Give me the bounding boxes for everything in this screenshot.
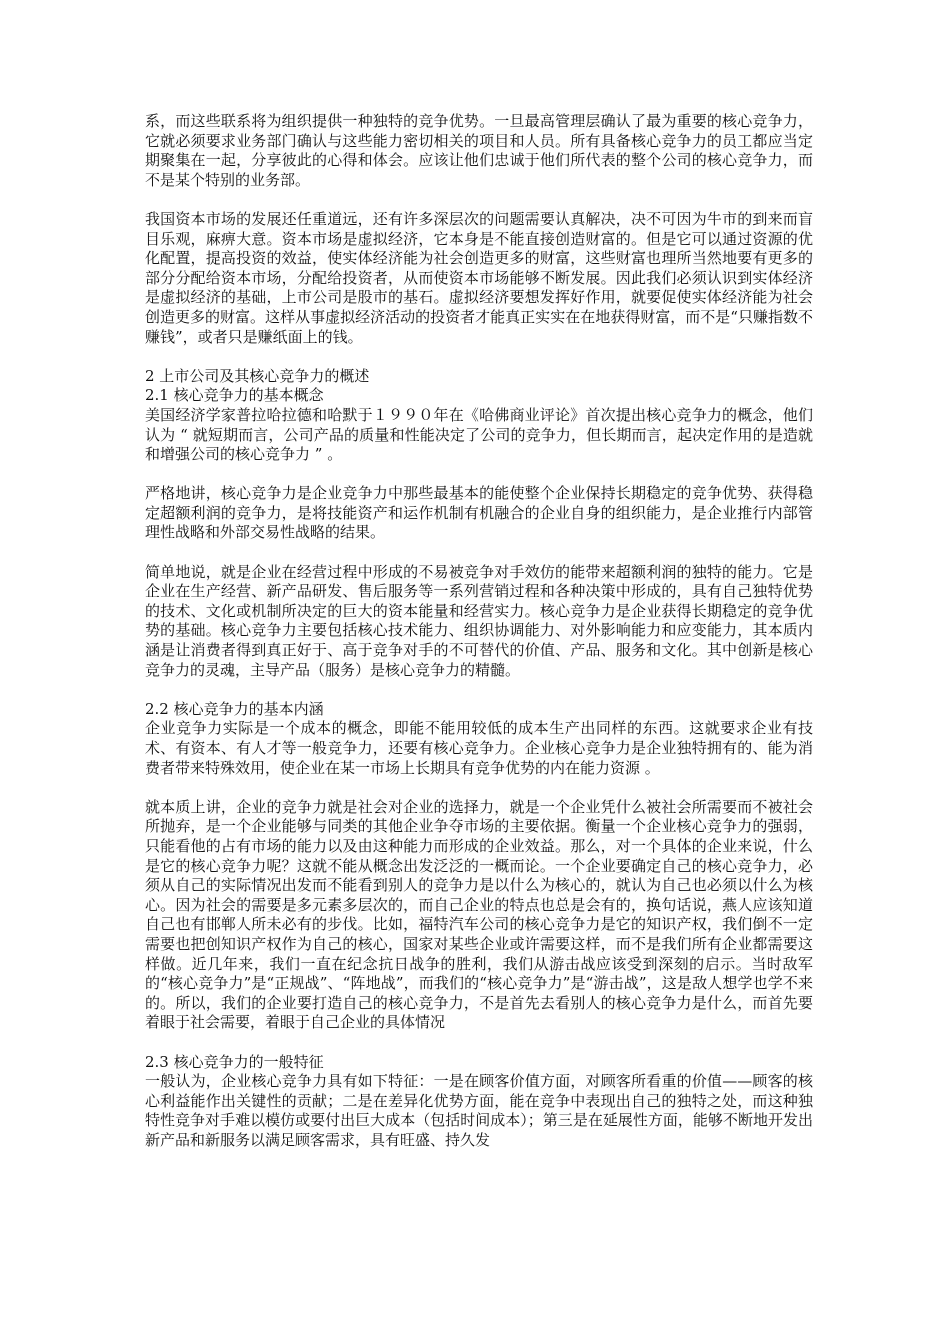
paragraph-3: 美国经济学家普拉哈拉德和哈默于１９９０年在《哈佛商业评论》首次提出核心竞争力的概念，他们认为 “ 就短期而言，公司产品的质量和性能决定了公司的竞争力，但长期而言，起决定作用的是造就和增强公司的核心竞争力 ” 。 [145, 405, 813, 464]
paragraph-6: 企业竞争力实际是一个成本的概念，即能不能用较低的成本生产出同样的东西。这就要求企业有技术、有资本、有人才等一般竞争力，还要有核心竞争力。企业核心竞争力是企业独特拥有的、能为消费者带来特殊效用，使企业在某一市场上长期具有竞争优势的内在能力资源 。 [145, 719, 813, 777]
paragraph-4: 严格地讲，核心竞争力是企业竞争力中那些最基本的能使整个企业保持长期稳定的竞争优势、获得稳定超额利润的竞争力，是将技能资产和运作机制有机融合的企业自身的组织能力，是企业推行内部管理性战略和外部交易性战略的结果。 [145, 484, 813, 542]
paragraph-5: 简单地说，就是企业在经营过程中形成的不易被竞争对手效仿的能带来超额利润的独特的能力。它是企业在生产经营、新产品研发、售后服务等一系列营销过程和各种决策中形成的，具有自己独特优势的技术、文化或机制所决定的巨大的资本能量和经营实力。核心竞争力是企业获得长期稳定的竞争优势的基础。核心竞争力主要包括核心技术能力、组织协调能力、对外影响能力和应变能力，其本质内涵是让消费者得到真正好于、高于竞争对手的不可替代的价值、产品、服务和文化。其中创新是核心竞争力的灵魂，主导产品（服务）是核心竞争力的精髓。 [145, 562, 813, 679]
subsection-heading-2-2: 2.2 核心竞争力的基本内涵 [145, 699, 324, 718]
subsection-heading-2-3: 2.3 核心竞争力的一般特征 [145, 1052, 324, 1071]
paragraph-7: 就本质上讲，企业的竞争力就是社会对企业的选择力，就是一个企业凭什么被社会所需要而不被社会所抛弃，是一个企业能够与同类的其他企业争夺市场的主要依据。衡量一个企业核心竞争力的强弱，只能看他的占有市场的能力以及由这种能力而形成的企业效益。那么，对一个具体的企业来说，什么是它的核心竞争力呢？这就不能从概念出发泛泛的一概而论。一个企业要确定自己的核心竞争力，必须从自己的实际情况出发而不能看到别人的竞争力是以什么为核心的，就认为自己也必须以什么为核心。因为社会的需要是多元素多层次的，而自己企业的特点也总是会有的，换句话说，燕人应该知道自己也有邯郸人所未必有的步伐。比如，福特汽车公司的核心竞争力是它的知识产权，我们倒不一定需要也把创知识产权作为自己的核心，国家对某些企业或许需要这样，而不是我们所有企业都需要这样做。近几年来，我们一直在纪念抗日战争的胜利，我们从游击战应该受到深刻的启示。当时敌军的“核心竞争力”是“正规战”、“阵地战”，而我们的“核心竞争力”是“游击战”，这是敌人想学也学不来的。所以，我们的企业要打造自己的核心竞争力，不是首先去看别人的核心竞争力是什么，而首先要着眼于社会需要，着眼于自己企业的具体情况 [145, 797, 813, 1032]
paragraph-8: 一般认为，企业核心竞争力具有如下特征：一是在顾客价值方面，对顾客所看重的价值——顾客的核心利益能作出关键性的贡献；二是在差异化优势方面，能在竞争中表现出自己的独特之处，而这种独特性竞争对手难以模仿或要付出巨大成本（包括时间成本）；第三是在延展性方面，能够不断地开发出新产品和新服务以满足顾客需求，具有旺盛、持久发 [145, 1072, 813, 1149]
paragraph-2: 我国资本市场的发展还任重道远，还有许多深层次的问题需要认真解决，决不可因为牛市的到来而盲目乐观，麻痹大意。资本市场是虚拟经济，它本身是不能直接创造财富的。但是它可以通过资源的优化配置，提高投资的效益，使实体经济能为社会创造更多的财富，这些财富也理所当然地要有更多的部分分配给资本市场，分配给投资者，从而使资本市场能够不断发展。因此我们必须认识到实体经济是虚拟经济的基础，上市公司是股市的基石。虚拟经济要想发挥好作用，就要促使实体经济能为社会创造更多的财富。这样从事虚拟经济活动的投资者才能真正实实在在地获得财富，而不是“只赚指数不赚钱”，或者只是赚纸面上的钱。 [145, 209, 813, 346]
section-heading-2: 2 上市公司及其核心竞争力的概述 [145, 366, 370, 385]
document-page [145, 112, 813, 1150]
paragraph-1: 系，而这些联系将为组织提供一种独特的竞争优势。一旦最高管理层确认了最为重要的核心竞争力，它就必须要求业务部门确认与这些能力密切相关的项目和人员。所有具备核心竞争力的员工都应当定期聚集在一起，分享彼此的心得和体会。应该让他们忠诚于他们所代表的整个公司的核心竞争力，而不是某个特别的业务部。 [145, 112, 813, 189]
subsection-heading-2-1: 2.1 核心竞争力的基本概念 [145, 386, 324, 405]
